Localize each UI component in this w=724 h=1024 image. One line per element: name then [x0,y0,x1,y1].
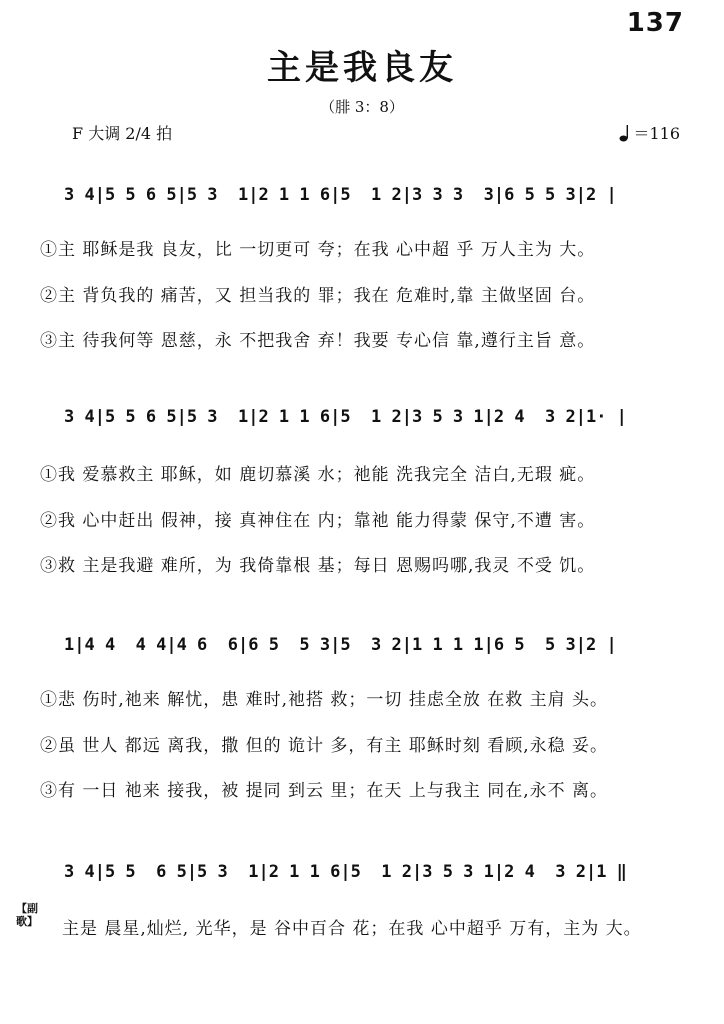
scripture-reference: （腓 3：8） [320,98,404,116]
lyric-line: ③有 一日 祂来 接我，被 提同 到云 里；在天 上与我主 同在,永不 离。 [40,781,609,801]
lyric-line: ①主 耶稣是我 良友，比 一切更可 夸；在我 心中超 乎 万人主为 大。 [40,240,596,260]
notation-line: 1|4 4 4 4|4 6 6|6 5 5 3|5 3 2|1 1 1 1|6 5 5 3|2 | [64,635,617,655]
song-title: 主是我良友 [267,48,457,88]
lyric-line: ③救 主是我避 难所，为 我倚靠根 基；每日 恩赐吗哪,我灵 不受 饥。 [40,556,596,576]
lyric-line: 主是 晨星,灿烂, 光华，是 谷中百合 花；在我 心中超乎 万有，主为 大。 [62,919,642,939]
notation-line: 3 4|5 5 6 5|5 3 1|2 1 1 6|5 1 2|3 3 3 3|6 5 5 3|2 | [64,185,617,205]
lyric-line: ①悲 伤时,祂来 解忧，患 难时,祂搭 救；一切 挂虑全放 在救 主肩 头。 [40,690,609,710]
key-signature: F 大调 2/4 拍 [72,124,173,143]
lyric-line: ③主 待我何等 恩慈，永 不把我舍 弃！我要 专心信 靠,遵行主旨 意。 [40,331,596,351]
notation-line: 3 4|5 5 6 5|5 3 1|2 1 1 6|5 1 2|3 5 3 1|2 4 3 2|1 ‖ [64,862,627,882]
tempo-value: ＝116 [633,124,680,143]
lyric-line: ②主 背负我的 痛苦，又 担当我的 罪；我在 危难时,靠 主做坚固 台。 [40,286,596,306]
chorus-tag: 【副歌】 [16,902,38,928]
lyric-line: ②我 心中赶出 假神，接 真神住在 内；靠祂 能力得蒙 保守,不遭 害。 [40,511,596,531]
tempo-marking [619,121,680,144]
lyric-line: ①我 爱慕救主 耶稣，如 鹿切慕溪 水；祂能 洗我完全 洁白,无瑕 疵。 [40,465,596,485]
quarter-note-icon [619,124,631,142]
notation-line: 3 4|5 5 6 5|5 3 1|2 1 1 6|5 1 2|3 5 3 1|2 4 3 2|1· | [64,407,627,427]
page-number: 137 [626,8,684,38]
lyric-line: ②虽 世人 都远 离我，撒 但的 诡计 多，有主 耶稣时刻 看顾,永稳 妥。 [40,736,609,756]
